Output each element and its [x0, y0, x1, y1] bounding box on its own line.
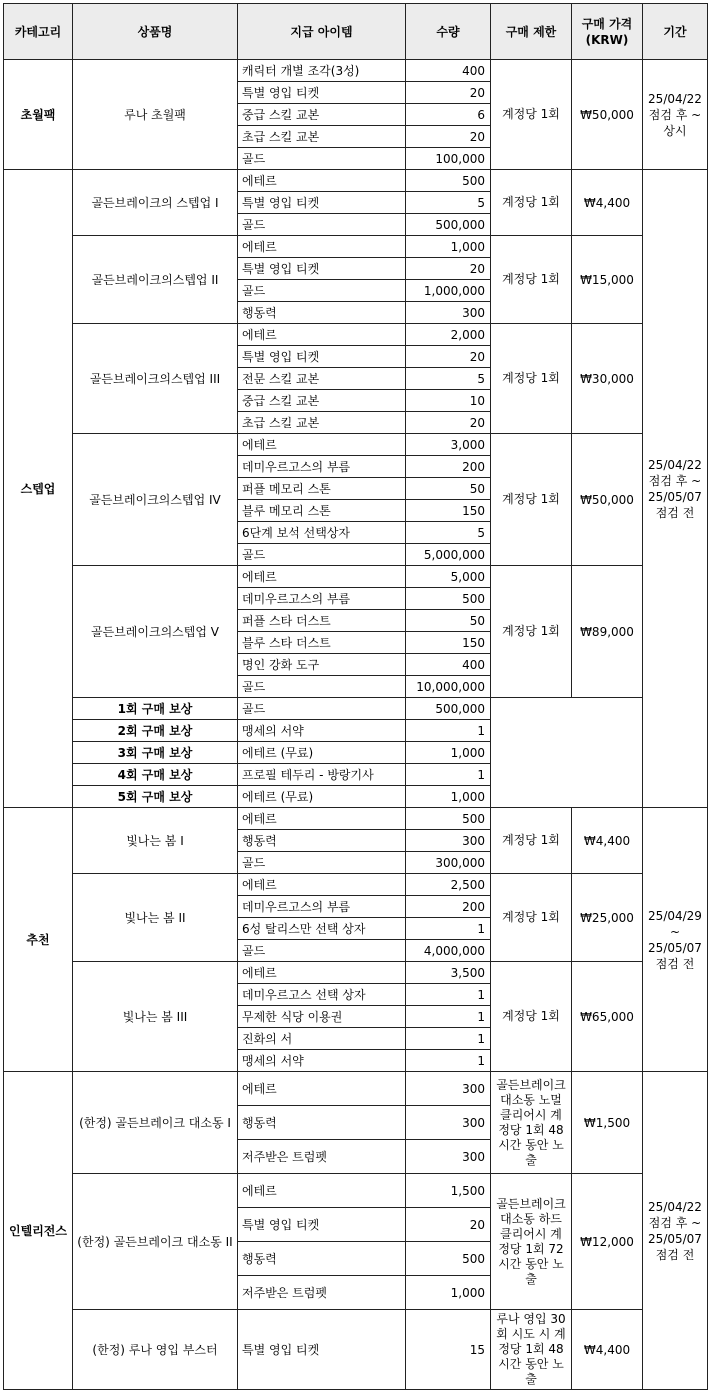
item-qty: 1: [406, 984, 491, 1006]
purchase-limit: 골든브레이크 대소동 하드 클리어시 계정당 1회 72시간 동안 노출: [491, 1174, 572, 1310]
table-row: [4, 170, 708, 192]
item-qty: 300,000: [406, 852, 491, 874]
period: 25/04/22 점검 후 ~ 상시: [643, 60, 708, 170]
table-row: [4, 236, 708, 258]
price: ₩1,500: [572, 1072, 643, 1174]
item-qty: 20: [406, 346, 491, 368]
table-row: [4, 60, 708, 82]
table-row: [4, 808, 708, 830]
item-qty: 300: [406, 830, 491, 852]
item-qty: 400: [406, 654, 491, 676]
purchase-limit: 계정당 1회: [491, 170, 572, 236]
purchase-limit: 루나 영입 30회 시도 시 계정당 1회 48시간 동안 노출: [491, 1310, 572, 1390]
item-name: 블루 스타 더스트: [238, 632, 406, 654]
header-limit: 구매 제한: [491, 4, 572, 60]
item-qty: 50: [406, 610, 491, 632]
item-name: 저주받은 트럼펫: [238, 1140, 406, 1174]
price: ₩89,000: [572, 566, 643, 698]
product-name: (한정) 골든브레이크 대소동 II: [73, 1174, 238, 1310]
item-name: 특별 영입 티켓: [238, 346, 406, 368]
item-qty: 20: [406, 82, 491, 104]
item-qty: 400: [406, 60, 491, 82]
item-name: 행동력: [238, 1106, 406, 1140]
item-qty: 15: [406, 1310, 491, 1390]
item-name: 에테르: [238, 434, 406, 456]
item-qty: 6: [406, 104, 491, 126]
item-name: 6단계 보석 선택상자: [238, 522, 406, 544]
item-qty: 5,000: [406, 566, 491, 588]
item-name: 퍼플 스타 더스트: [238, 610, 406, 632]
header-category: 카테고리: [4, 4, 73, 60]
product-name: 골든브레이크의스텝업 V: [73, 566, 238, 698]
item-qty: 1: [406, 1050, 491, 1072]
header-period: 기간: [643, 4, 708, 60]
bonus-label: 1회 구매 보상: [73, 698, 238, 720]
item-name: 특별 영입 티켓: [238, 1208, 406, 1242]
item-name: 에테르: [238, 324, 406, 346]
item-name: 에테르: [238, 170, 406, 192]
item-qty: 50: [406, 478, 491, 500]
product-name: 빛나는 봄 III: [73, 962, 238, 1072]
item-name: 특별 영입 티켓: [238, 82, 406, 104]
header-quantity: 수량: [406, 4, 491, 60]
period: 25/04/29 ~ 25/05/07 점검 전: [643, 808, 708, 1072]
item-qty: 5: [406, 522, 491, 544]
header-product: 상품명: [73, 4, 238, 60]
item-name: 에테르 (무료): [238, 742, 406, 764]
item-name: 골드: [238, 852, 406, 874]
item-qty: 150: [406, 632, 491, 654]
item-qty: 5: [406, 192, 491, 214]
price: ₩4,400: [572, 170, 643, 236]
purchase-limit: 계정당 1회: [491, 324, 572, 434]
item-qty: 150: [406, 500, 491, 522]
purchase-limit: 계정당 1회: [491, 874, 572, 962]
period: 25/04/22 점검 후 ~ 25/05/07 점검 전: [643, 170, 708, 808]
item-qty: 3,000: [406, 434, 491, 456]
table-row: [4, 874, 708, 896]
item-name: 저주받은 트럼펫: [238, 1276, 406, 1310]
period: 25/04/22 점검 후 ~ 25/05/07 점검 전: [643, 1072, 708, 1390]
table-row: [4, 566, 708, 588]
item-name: 특별 영입 티켓: [238, 258, 406, 280]
item-qty: 500,000: [406, 214, 491, 236]
purchase-limit: 계정당 1회: [491, 566, 572, 698]
product-name: 빛나는 봄 I: [73, 808, 238, 874]
item-name: 행동력: [238, 1242, 406, 1276]
item-qty: 1: [406, 720, 491, 742]
item-qty: 1: [406, 1028, 491, 1050]
item-name: 맹세의 서약: [238, 720, 406, 742]
item-name: 퍼플 메모리 스톤: [238, 478, 406, 500]
price: ₩4,400: [572, 808, 643, 874]
item-qty: 3,500: [406, 962, 491, 984]
price: ₩4,400: [572, 1310, 643, 1390]
table-row: [4, 1072, 708, 1106]
item-name: 데미우르고스의 부름: [238, 456, 406, 478]
item-name: 6성 탈리스만 선택 상자: [238, 918, 406, 940]
item-name: 명인 강화 도구: [238, 654, 406, 676]
item-qty: 1,000: [406, 1276, 491, 1310]
category-cell: 초월팩: [4, 60, 73, 170]
item-name: 캐릭터 개별 조각(3성): [238, 60, 406, 82]
product-name: 골든브레이크의스텝업 III: [73, 324, 238, 434]
item-name: 무제한 식당 이용권: [238, 1006, 406, 1028]
item-name: 에테르: [238, 1072, 406, 1106]
price: ₩50,000: [572, 434, 643, 566]
item-qty: 100,000: [406, 148, 491, 170]
purchase-limit: 계정당 1회: [491, 434, 572, 566]
header-item: 지급 아이템: [238, 4, 406, 60]
item-qty: 300: [406, 1106, 491, 1140]
item-qty: 2,500: [406, 874, 491, 896]
item-name: 골드: [238, 676, 406, 698]
product-name: 빛나는 봄 II: [73, 874, 238, 962]
item-qty: 1,000,000: [406, 280, 491, 302]
item-name: 골드: [238, 698, 406, 720]
item-name: 데미우르고스 선택 상자: [238, 984, 406, 1006]
item-name: 특별 영입 티켓: [238, 192, 406, 214]
header-row: [4, 4, 708, 60]
item-name: 골드: [238, 280, 406, 302]
item-name: 골드: [238, 940, 406, 962]
item-qty: 5,000,000: [406, 544, 491, 566]
product-name: (한정) 골든브레이크 대소동 I: [73, 1072, 238, 1174]
item-name: 중급 스킬 교본: [238, 390, 406, 412]
item-qty: 500: [406, 170, 491, 192]
purchase-limit: 골든브레이크 대소동 노멀 클리어시 계정당 1회 48시간 동안 노출: [491, 1072, 572, 1174]
product-name: 골든브레이크의 스텝업 I: [73, 170, 238, 236]
item-name: 블루 메모리 스톤: [238, 500, 406, 522]
item-qty: 500: [406, 1242, 491, 1276]
purchase-limit: 계정당 1회: [491, 962, 572, 1072]
item-qty: 300: [406, 1140, 491, 1174]
item-qty: 4,000,000: [406, 940, 491, 962]
item-qty: 10: [406, 390, 491, 412]
price: ₩65,000: [572, 962, 643, 1072]
purchase-limit: 계정당 1회: [491, 808, 572, 874]
item-name: 중급 스킬 교본: [238, 104, 406, 126]
item-name: 골드: [238, 544, 406, 566]
item-name: 초급 스킬 교본: [238, 126, 406, 148]
item-qty: 500: [406, 808, 491, 830]
price: ₩50,000: [572, 60, 643, 170]
item-qty: 1: [406, 1006, 491, 1028]
item-qty: 300: [406, 302, 491, 324]
item-qty: 200: [406, 896, 491, 918]
product-name: 루나 초월팩: [73, 60, 238, 170]
header-price: 구매 가격 (KRW): [572, 4, 643, 60]
item-qty: 1,000: [406, 236, 491, 258]
bonus-label: 2회 구매 보상: [73, 720, 238, 742]
bonus-label: 5회 구매 보상: [73, 786, 238, 808]
item-qty: 1: [406, 764, 491, 786]
item-qty: 10,000,000: [406, 676, 491, 698]
category-cell: 추천: [4, 808, 73, 1072]
item-name: 골드: [238, 214, 406, 236]
table-row: [4, 434, 708, 456]
item-name: 데미우르고스의 부름: [238, 896, 406, 918]
item-name: 에테르: [238, 566, 406, 588]
item-name: 맹세의 서약: [238, 1050, 406, 1072]
item-qty: 1,000: [406, 786, 491, 808]
table-row: [4, 1310, 708, 1390]
item-qty: 20: [406, 126, 491, 148]
item-name: 행동력: [238, 830, 406, 852]
item-name: 에테르: [238, 874, 406, 896]
purchase-limit: 계정당 1회: [491, 236, 572, 324]
price: ₩25,000: [572, 874, 643, 962]
product-name: 골든브레이크의스텝업 II: [73, 236, 238, 324]
item-qty: 5: [406, 368, 491, 390]
package-table: [3, 3, 708, 1390]
item-qty: 200: [406, 456, 491, 478]
item-qty: 2,000: [406, 324, 491, 346]
category-cell: 인텔리전스: [4, 1072, 73, 1390]
item-name: 행동력: [238, 302, 406, 324]
item-name: 초급 스킬 교본: [238, 412, 406, 434]
item-qty: 20: [406, 1208, 491, 1242]
price: ₩30,000: [572, 324, 643, 434]
item-name: 에테르: [238, 808, 406, 830]
price: ₩12,000: [572, 1174, 643, 1310]
purchase-limit: 계정당 1회: [491, 60, 572, 170]
item-name: 특별 영입 티켓: [238, 1310, 406, 1390]
table-row: [4, 1174, 708, 1208]
item-name: 데미우르고스의 부름: [238, 588, 406, 610]
item-qty: 20: [406, 258, 491, 280]
category-cell: 스텝업: [4, 170, 73, 808]
item-name: 프로필 테두리 - 방랑기사: [238, 764, 406, 786]
product-name: (한정) 루나 영입 부스터: [73, 1310, 238, 1390]
price: ₩15,000: [572, 236, 643, 324]
item-qty: 1: [406, 918, 491, 940]
bonus-row: [4, 698, 708, 720]
item-qty: 300: [406, 1072, 491, 1106]
item-name: 전문 스킬 교본: [238, 368, 406, 390]
bonus-label: 4회 구매 보상: [73, 764, 238, 786]
item-name: 에테르: [238, 236, 406, 258]
item-name: 골드: [238, 148, 406, 170]
item-qty: 500: [406, 588, 491, 610]
item-qty: 1,500: [406, 1174, 491, 1208]
product-name: 골든브레이크의스텝업 IV: [73, 434, 238, 566]
item-name: 에테르: [238, 962, 406, 984]
item-name: 진화의 서: [238, 1028, 406, 1050]
item-name: 에테르 (무료): [238, 786, 406, 808]
table-row: [4, 324, 708, 346]
bonus-blank: [491, 698, 643, 808]
item-qty: 500,000: [406, 698, 491, 720]
bonus-label: 3회 구매 보상: [73, 742, 238, 764]
item-qty: 1,000: [406, 742, 491, 764]
item-name: 에테르: [238, 1174, 406, 1208]
item-qty: 20: [406, 412, 491, 434]
table-row: [4, 962, 708, 984]
